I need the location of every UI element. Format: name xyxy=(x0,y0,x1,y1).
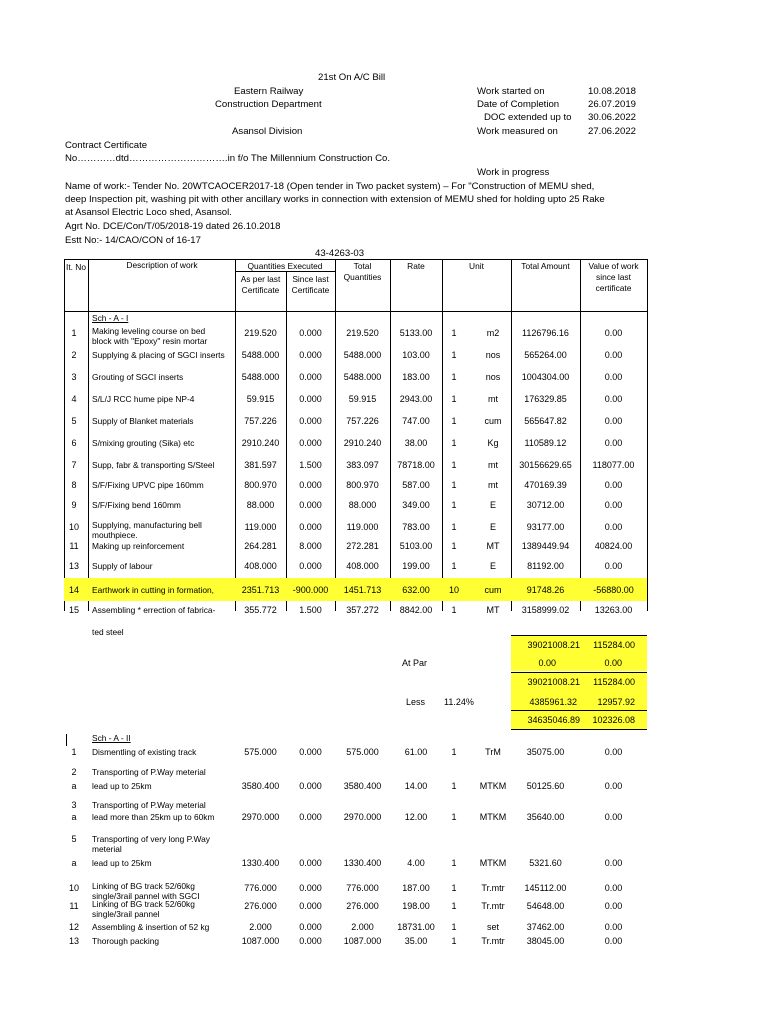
qty-total: 800.970 xyxy=(346,480,379,490)
less-amount: 4385961.32 xyxy=(529,697,577,707)
total-amount: 1126796.16 xyxy=(522,328,569,338)
rate: 587.00 xyxy=(402,480,430,490)
unit: MTKM xyxy=(479,781,507,791)
measured-value: 27.06.2022 xyxy=(588,126,637,137)
row-description: Earthwork in cutting in formation, xyxy=(92,585,214,595)
row-description: Dismentling of existing track xyxy=(92,747,197,757)
row-description: Transporting of P.Way meterial xyxy=(92,767,206,777)
qty-total: 88.000 xyxy=(348,500,377,510)
total-amount: 1004304.00 xyxy=(521,372,570,382)
qty-since-last: 0.000 xyxy=(299,922,322,932)
row-description: lead more than 25km up to 60km xyxy=(92,812,215,822)
row-description: Making up reinforcement xyxy=(92,541,185,551)
row-description: S/mixing grouting (Sika) etc xyxy=(92,438,195,448)
unit-qty: 1 xyxy=(451,781,457,791)
totals-rule-3 xyxy=(511,710,647,711)
rate: 35.00 xyxy=(404,936,428,946)
row-number: 1 xyxy=(71,328,77,338)
row-number: a xyxy=(71,781,77,791)
unit-qty: 1 xyxy=(451,350,457,360)
row-number: 11 xyxy=(69,901,79,911)
total-amount: 35640.00 xyxy=(526,812,565,822)
row-description: S/F/Fixing bend 160mm xyxy=(92,500,181,510)
unit: Tr.mtr xyxy=(481,936,505,946)
qty-total: 575.000 xyxy=(346,747,379,757)
row-number: 12 xyxy=(68,922,79,932)
qty-total: 59.915 xyxy=(348,394,377,404)
qty-total: 5488.000 xyxy=(343,372,382,382)
row-description: Supply of labour xyxy=(92,561,153,571)
row-number: 13 xyxy=(68,936,79,946)
net-value: 102326.08 xyxy=(592,715,635,725)
unit-qty: 1 xyxy=(451,747,457,757)
qty-since-last: 0.000 xyxy=(299,883,322,893)
row-number: a xyxy=(71,858,77,868)
value-since-last: 0.00 xyxy=(604,328,623,338)
org-department: Construction Department xyxy=(215,99,322,110)
row-number: a xyxy=(71,812,77,822)
qty-since-last: 0.000 xyxy=(299,781,322,791)
rate: 5133.00 xyxy=(399,328,433,338)
row-description: lead up to 25km xyxy=(92,781,152,791)
value-since-last: -56880.00 xyxy=(593,585,634,595)
col-since-last-2: Certificate xyxy=(291,285,330,295)
table-col-rule xyxy=(88,259,89,611)
row-description: Supplying, manufacturing bell xyxy=(92,520,202,530)
rate: 38.00 xyxy=(404,438,428,448)
row-number: 5 xyxy=(71,834,77,844)
table-col-rule xyxy=(64,259,65,611)
row-description: S/L/J RCC hume pipe NP-4 xyxy=(92,394,195,404)
subtotal-value: 115284.00 xyxy=(593,677,635,687)
org-division: Asansol Division xyxy=(232,126,303,137)
qty-as-per-last: 575.000 xyxy=(244,747,277,757)
rate: 103.00 xyxy=(402,350,430,360)
qty-as-per-last: 5488.000 xyxy=(241,350,280,360)
value-since-last: 0.00 xyxy=(604,922,623,932)
col-value-1: Value of work xyxy=(588,261,639,271)
col-description: Description of work xyxy=(126,260,198,270)
value-since-last: 0.00 xyxy=(604,394,623,404)
estimate-line: Estt No:- 14/CAO/CON of 16-17 xyxy=(65,235,201,246)
qty-as-per-last: 800.970 xyxy=(244,480,277,490)
qty-total: 1330.400 xyxy=(343,858,382,868)
qty-since-last: 0.000 xyxy=(299,350,322,360)
row-15-continuation: ted steel xyxy=(92,627,124,637)
table-col-rule xyxy=(390,259,391,611)
row-description-cont: mouthpiece. xyxy=(92,530,138,540)
unit: TrM xyxy=(485,747,501,757)
qty-as-per-last: 1330.400 xyxy=(241,858,280,868)
qty-as-per-last: 776.000 xyxy=(244,883,277,893)
total-amount: 470169.39 xyxy=(524,480,567,490)
rate: 198.00 xyxy=(402,901,430,911)
total-amount: 50125.60 xyxy=(526,781,565,791)
table-col-rule xyxy=(580,259,581,611)
unit-qty: 1 xyxy=(451,438,457,448)
rate: 12.00 xyxy=(404,812,428,822)
unit-qty: 1 xyxy=(451,416,457,426)
row-number: 8 xyxy=(71,480,77,490)
unit: nos xyxy=(485,350,501,360)
value-since-last: 0.00 xyxy=(604,858,623,868)
less-value: 12957.92 xyxy=(597,697,635,707)
unit: MTKM xyxy=(479,858,507,868)
unit: mt xyxy=(488,460,498,470)
rate: 4.00 xyxy=(407,858,425,868)
name-of-work-line2: deep Inspection pit, washing pit with other ancillary works in connection with extension of MEMU shed for holding upto 25 Rake xyxy=(65,194,605,205)
rate: 18731.00 xyxy=(397,922,435,932)
qty-since-last: 0.000 xyxy=(299,858,322,868)
completion-value: 26.07.2019 xyxy=(588,99,637,110)
unit: m2 xyxy=(486,328,500,338)
unit-qty: 1 xyxy=(451,812,457,822)
unit-qty: 1 xyxy=(451,901,457,911)
row-number: 11 xyxy=(69,541,79,551)
row-description: Supply of Blanket materials xyxy=(92,416,194,426)
less-percent: 11.24% xyxy=(444,697,474,707)
row-description: Linking of BG track 52/60kg xyxy=(92,881,195,891)
name-of-work-line3: at Asansol Electric Loco shed, Asansol. xyxy=(65,207,232,218)
rate: 5103.00 xyxy=(399,541,433,551)
qty-since-last: 0.000 xyxy=(299,561,322,571)
doc-extended-label: DOC extended up to xyxy=(484,112,572,123)
row-description: lead up to 25km xyxy=(92,858,152,868)
value-since-last: 0.00 xyxy=(604,883,623,893)
col-as-per-last-1: As per last xyxy=(240,274,281,284)
value-since-last: 0.00 xyxy=(604,416,623,426)
qty-as-per-last: 2910.240 xyxy=(241,438,280,448)
qty-since-last: 0.000 xyxy=(299,522,322,532)
row-description: Thorough packing xyxy=(92,936,160,946)
unit-qty: 1 xyxy=(451,922,457,932)
rate: 783.00 xyxy=(402,522,430,532)
unit: Kg xyxy=(487,438,499,448)
unit-qty: 1 xyxy=(451,500,457,510)
qty-since-last: -900.000 xyxy=(292,585,329,595)
row-number: 15 xyxy=(68,605,79,615)
unit: cum xyxy=(484,585,502,595)
row-number: 6 xyxy=(71,438,77,448)
total-amount: 565264.00 xyxy=(524,350,567,360)
col-value-3: certificate xyxy=(595,283,632,293)
unit-qty: 1 xyxy=(451,480,457,490)
unit-qty: 10 xyxy=(448,585,459,595)
row-number: 7 xyxy=(71,460,77,470)
contract-certificate: Contract Certificate xyxy=(65,140,148,151)
qty-total: 2910.240 xyxy=(343,438,382,448)
total-amount: 38045.00 xyxy=(526,936,565,946)
qty-total: 276.000 xyxy=(346,901,379,911)
row-description: Supplying & placing of SGCI inserts xyxy=(92,350,225,360)
total-amount: 176329.85 xyxy=(524,394,567,404)
value-since-last: 118077.00 xyxy=(592,460,635,470)
col-as-per-last-2: Certificate xyxy=(241,285,280,295)
total-amount: 1389449.94 xyxy=(521,541,570,551)
unit: Tr.mtr xyxy=(481,901,505,911)
qty-since-last: 1.500 xyxy=(299,460,322,470)
qty-since-last: 0.000 xyxy=(299,372,322,382)
table-col-rule xyxy=(511,259,512,611)
col-total-amount: Total Amount xyxy=(521,261,570,271)
total-amount: 91748.26 xyxy=(526,585,565,595)
qty-as-per-last: 381.597 xyxy=(244,460,277,470)
row-description-cont: meterial xyxy=(92,844,122,854)
qty-total: 3580.400 xyxy=(343,781,382,791)
qty-total: 119.000 xyxy=(346,522,379,532)
totals-rule-2 xyxy=(511,672,647,673)
qty-since-last: 0.000 xyxy=(299,936,322,946)
row-description: Assembling * errection of fabrica- xyxy=(92,605,216,615)
unit: Tr.mtr xyxy=(481,883,505,893)
col-it-no: It. No xyxy=(66,262,87,272)
bill-title: 21st On A/C Bill xyxy=(318,72,386,83)
qty-as-per-last: 119.000 xyxy=(244,522,277,532)
rate: 199.00 xyxy=(402,561,430,571)
row-number: 9 xyxy=(71,500,77,510)
row-description: Grouting of SGCI inserts xyxy=(92,372,184,382)
sum-value: 115284.00 xyxy=(593,640,635,650)
ref-code: 43-4263-03 xyxy=(315,248,365,259)
total-amount: 30712.00 xyxy=(526,500,565,510)
qty-since-last: 0.000 xyxy=(299,394,322,404)
rate: 8842.00 xyxy=(399,605,433,615)
rate: 349.00 xyxy=(402,500,430,510)
row-number: 2 xyxy=(71,350,77,360)
unit: E xyxy=(489,522,496,532)
work-in-progress: Work in progress xyxy=(477,167,550,178)
qty-as-per-last: 2351.713 xyxy=(241,585,280,595)
row-description: Making leveling course on bed xyxy=(92,326,206,336)
measured-label: Work measured on xyxy=(477,126,558,137)
row-number: 4 xyxy=(71,394,77,404)
at-par-amount: 0.00 xyxy=(538,658,556,668)
totals-rule-1 xyxy=(511,635,647,636)
table-col-rule xyxy=(442,259,443,611)
row-description-cont: single/3rail pannel xyxy=(92,909,160,919)
unit-qty: 1 xyxy=(451,605,457,615)
row-description: Supp, fabr & transporting S/Steel xyxy=(92,460,215,470)
row-description: Transporting of P.Way meterial xyxy=(92,800,206,810)
row-description-cont: single/3rail pannel with SGCI xyxy=(92,891,200,901)
table-col-rule xyxy=(647,259,648,611)
qty-total: 219.520 xyxy=(346,328,379,338)
total-amount: 35075.00 xyxy=(526,747,565,757)
subtotal-amount: 39021008.21 xyxy=(527,677,580,687)
table-col-rule xyxy=(335,259,336,611)
qty-total: 1087.000 xyxy=(343,936,382,946)
qty-since-last: 1.500 xyxy=(299,605,322,615)
unit-qty: 1 xyxy=(451,328,457,338)
work-started-value: 10.08.2018 xyxy=(588,86,637,97)
total-amount: 81192.00 xyxy=(527,561,564,571)
rate: 187.00 xyxy=(402,883,430,893)
total-amount: 110589.12 xyxy=(524,438,567,448)
qty-as-per-last: 1087.000 xyxy=(241,936,280,946)
qty-as-per-last: 355.772 xyxy=(244,605,277,615)
qty-as-per-last: 757.226 xyxy=(244,416,277,426)
value-since-last: 0.00 xyxy=(604,781,623,791)
qty-as-per-last: 2.000 xyxy=(249,922,272,932)
sch1-title: Sch - A - I xyxy=(92,313,129,323)
at-par-label: At Par xyxy=(402,658,428,668)
qty-total: 272.281 xyxy=(346,541,379,551)
row-description: S/F/Fixing UPVC pipe 160mm xyxy=(92,480,204,490)
qty-as-per-last: 408.000 xyxy=(244,561,277,571)
value-since-last: 40824.00 xyxy=(594,541,633,551)
col-qty-executed: Quantities Executed xyxy=(247,261,323,271)
qty-as-per-last: 88.000 xyxy=(246,500,275,510)
value-since-last: 0.00 xyxy=(604,561,623,571)
completion-label: Date of Completion xyxy=(477,99,560,110)
qty-since-last: 0.000 xyxy=(299,812,322,822)
unit: nos xyxy=(485,372,501,382)
value-since-last: 0.00 xyxy=(604,350,623,360)
qty-since-last: 0.000 xyxy=(299,500,322,510)
sum-amount: 39021008.21 xyxy=(527,640,580,650)
col-total-qty-2: Quantities xyxy=(343,272,382,282)
unit-qty: 1 xyxy=(451,936,457,946)
unit: MT xyxy=(486,605,500,615)
at-par-value: 0.00 xyxy=(604,658,622,668)
qty-total: 757.226 xyxy=(346,416,379,426)
row-number: 5 xyxy=(71,416,77,426)
org-railway: Eastern Railway xyxy=(234,86,304,97)
total-amount: 3158999.02 xyxy=(521,605,570,615)
value-since-last: 0.00 xyxy=(604,500,623,510)
total-amount: 54648.00 xyxy=(526,901,565,911)
less-label: Less xyxy=(406,697,426,707)
qty-as-per-last: 5488.000 xyxy=(241,372,280,382)
contract-no-line: No…………dtd………………………….in f/o The Millennium Construction Co. xyxy=(65,153,391,164)
rate: 183.00 xyxy=(402,372,430,382)
unit: cum xyxy=(484,416,502,426)
qty-since-last: 0.000 xyxy=(299,416,322,426)
unit-qty: 1 xyxy=(451,460,457,470)
rate: 632.00 xyxy=(402,585,430,595)
value-since-last: 0.00 xyxy=(604,438,623,448)
row-number: 14 xyxy=(68,585,79,595)
unit: E xyxy=(489,500,496,510)
col-since-last-1: Since last xyxy=(292,274,329,284)
total-amount: 30156629.65 xyxy=(519,460,572,470)
unit-qty: 1 xyxy=(451,858,457,868)
rate: 14.00 xyxy=(404,781,428,791)
unit: mt xyxy=(488,394,498,404)
qty-total: 2.000 xyxy=(351,922,374,932)
qty-total: 357.272 xyxy=(346,605,379,615)
unit-qty: 1 xyxy=(451,561,457,571)
row-number: 13 xyxy=(68,561,79,571)
rate: 747.00 xyxy=(402,416,430,426)
unit-qty: 1 xyxy=(451,522,457,532)
rate: 61.00 xyxy=(404,747,428,757)
unit: E xyxy=(489,561,496,571)
value-since-last: 0.00 xyxy=(604,372,623,382)
rate: 2943.00 xyxy=(399,394,433,404)
row-description: Linking of BG track 52/60kg xyxy=(92,899,195,909)
qty-since-last: 0.000 xyxy=(299,480,322,490)
col-unit: Unit xyxy=(469,261,484,271)
qty-since-last: 0.000 xyxy=(299,328,322,338)
row-number: 3 xyxy=(71,372,77,382)
qty-as-per-last: 264.281 xyxy=(244,541,277,551)
value-since-last: 13263.00 xyxy=(594,605,633,615)
net-amount: 34635046.89 xyxy=(527,715,580,725)
row-number: 10 xyxy=(68,883,79,893)
unit: mt xyxy=(488,480,498,490)
table-col-rule xyxy=(235,259,236,611)
qty-as-per-last: 219.520 xyxy=(244,328,277,338)
row-description: Assembling & insertion of 52 kg xyxy=(92,922,210,932)
value-since-last: 0.00 xyxy=(604,522,623,532)
total-amount: 565647.82 xyxy=(524,416,567,426)
rate: 78718.00 xyxy=(397,460,435,470)
total-amount: 145112.00 xyxy=(524,883,567,893)
qty-as-per-last: 2970.000 xyxy=(241,812,280,822)
unit: MT xyxy=(486,541,500,551)
text-cursor xyxy=(66,734,67,746)
work-started-label: Work started on xyxy=(477,86,545,97)
qty-total: 2970.000 xyxy=(343,812,382,822)
qty-total: 1451.713 xyxy=(343,585,382,595)
col-value-2: since last xyxy=(596,272,631,282)
total-amount: 37462.00 xyxy=(526,922,565,932)
qty-since-last: 8.000 xyxy=(299,541,322,551)
qty-total: 408.000 xyxy=(346,561,379,571)
qty-since-last: 0.000 xyxy=(299,438,322,448)
row-description: Transporting of very long P.Way xyxy=(92,834,210,844)
qty-since-last: 0.000 xyxy=(299,747,322,757)
agreement-line: Agrt No. DCE/Con/T/05/2018-19 dated 26.10.2018 xyxy=(65,221,281,232)
unit-qty: 1 xyxy=(451,394,457,404)
unit: set xyxy=(486,922,499,932)
value-since-last: 0.00 xyxy=(604,747,623,757)
col-rate: Rate xyxy=(407,261,425,271)
unit-qty: 1 xyxy=(451,541,457,551)
total-amount: 5321.60 xyxy=(529,858,562,868)
row-number: 2 xyxy=(71,767,77,777)
name-of-work-line1: Name of work:- Tender No. 20WTCAOCER2017-18 (Open tender in Two packet system) – For "Construction of MEMU shed, xyxy=(65,181,595,192)
value-since-last: 0.00 xyxy=(604,901,623,911)
sch2-title: Sch - A - II xyxy=(92,733,131,743)
row-description-cont: block with "Epoxy" resin mortar xyxy=(92,336,208,346)
total-amount: 93177.00 xyxy=(526,522,565,532)
table-header-bottom-rule xyxy=(64,311,647,312)
value-since-last: 0.00 xyxy=(604,936,623,946)
value-since-last: 0.00 xyxy=(604,480,623,490)
qty-as-per-last: 276.000 xyxy=(244,901,277,911)
col-total-qty-1: Total xyxy=(353,261,372,271)
qty-as-per-last: 3580.400 xyxy=(241,781,280,791)
row-number: 1 xyxy=(71,747,77,757)
qty-total: 5488.000 xyxy=(343,350,382,360)
qty-as-per-last: 59.915 xyxy=(246,394,275,404)
unit-qty: 1 xyxy=(451,372,457,382)
row-number: 10 xyxy=(68,522,79,532)
unit: MTKM xyxy=(479,812,507,822)
unit-qty: 1 xyxy=(451,883,457,893)
qty-since-last: 0.000 xyxy=(299,901,322,911)
row-number: 3 xyxy=(71,800,77,810)
value-since-last: 0.00 xyxy=(604,812,623,822)
doc-extended-value: 30.06.2022 xyxy=(588,112,637,123)
qty-total: 383.097 xyxy=(346,460,379,470)
qty-total: 776.000 xyxy=(346,883,379,893)
totals-rule-4 xyxy=(511,729,647,730)
